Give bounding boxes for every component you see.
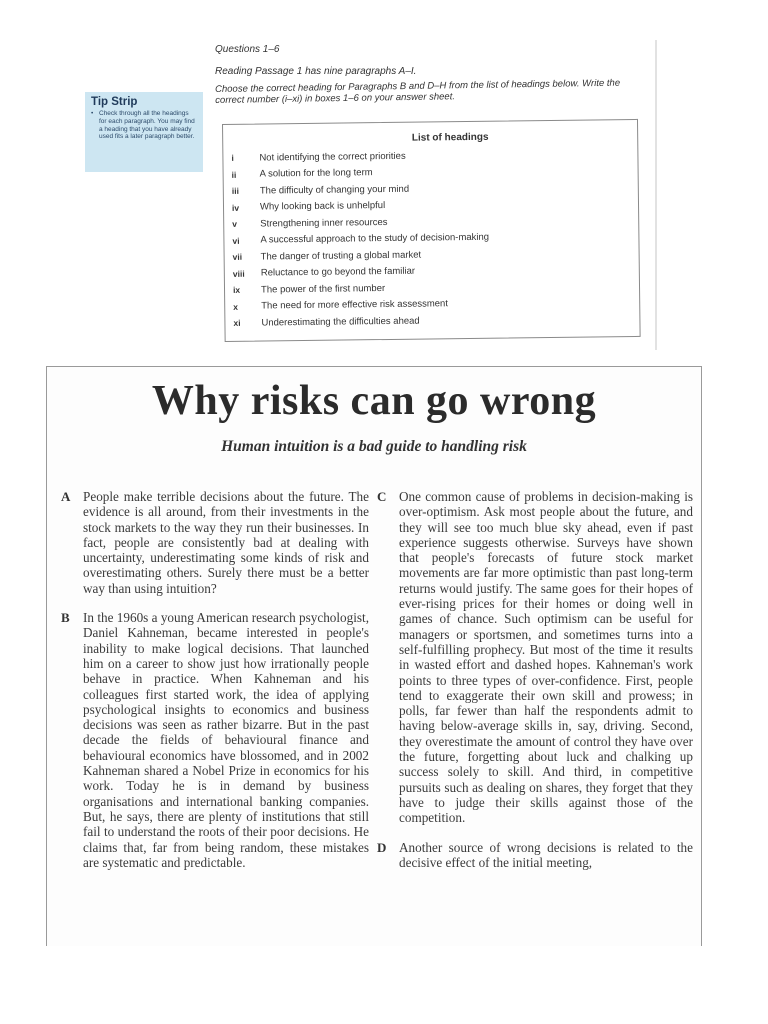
tip-strip: [85, 92, 203, 172]
left-column: [61, 489, 369, 884]
article-subtitle: Human intuition is a bad guide to handling risk: [221, 438, 527, 455]
paragraph-text: People make terrible decisions about the future. The evidence is all around, from their investments in the stock markets to the way they run their businesses. In fact, people are consistently bad at dealing with uncertainty, underestimating some kinds of risk and overestimating others. Surely there must be a better way than using intuition?: [83, 489, 369, 596]
heading-text: Why looking back is unhelpful: [259, 200, 386, 213]
paragraph-letter: C: [377, 489, 387, 504]
heading-text: Not identifying the correct priorities: [259, 150, 406, 164]
heading-text: The power of the first number: [260, 282, 386, 296]
heading-number: i: [231, 153, 234, 164]
heading-text: A successful approach to the study of decision-making: [260, 231, 490, 246]
paragraph-b: [61, 610, 369, 870]
heading-number: x: [233, 301, 239, 312]
paragraph-letter: A: [61, 489, 71, 504]
paragraph-c: [377, 489, 693, 826]
question-sheet: [0, 0, 768, 360]
paragraph-text: Another source of wrong decisions is related to the decisive effect of the initial meeting,: [399, 839, 693, 870]
heading-text: A solution for the long term: [259, 167, 373, 180]
questions-instruction: Choose the correct heading for Paragraphs B and D–H from the list of headings below. Write the correct number (i–xi) in boxes 1–6 on your answer sheet.: [215, 77, 621, 106]
article-title: Why risks can go wrong: [151, 378, 597, 424]
headings-title: List of headings: [411, 131, 489, 144]
heading-number: ix: [232, 285, 241, 296]
paragraph-d: [377, 840, 693, 871]
heading-number: iv: [231, 202, 240, 213]
heading-text: The difficulty of changing your mind: [259, 183, 410, 197]
paragraph-a: [61, 489, 369, 596]
heading-number: vii: [232, 252, 243, 263]
questions-subtitle: Reading Passage 1 has nine paragraphs A–I.: [215, 66, 417, 77]
heading-text: Strengthening inner resources: [260, 216, 388, 230]
questions-title: Questions 1–6: [215, 44, 280, 55]
heading-number: viii: [232, 268, 245, 279]
heading-number: xi: [233, 318, 241, 329]
paragraph-text: In the 1960s a young American research psychologist, Daniel Kahneman, became interested in people's inability to make logical decisions. That launched him on a career to show just how irrationally people behave in practice. When Kahneman and his colleagues first started work, the idea of applying psychological insights to economics and business decisions was seen as rather bizarre. But in the past decade the fields of behavioural finance and behavioural economics have blossomed, and in 2002 Kahneman shared a Nobel Prize in economics for his work. Today he is in demand by business organisations and international banking companies. But, he says, there are plenty of institutions that still fail to understand the roots of their poor decisions. He claims that, far from being random, these mistakes are systematic and predictable.: [83, 610, 369, 870]
page-edge-divider: [655, 40, 657, 350]
right-column: [377, 489, 693, 884]
heading-number: ii: [231, 169, 237, 180]
paragraph-text: One common cause of problems in decision-making is over-optimism. Ask most people about the future, and they will see too much blue sky ahead, even if past experience suggests otherwise. Surveys have shown that people's forecasts of future stock market movements are far more optimistic than past long-term returns would justify. The same goes for their hopes of ever-rising prices for their homes or doing well in games of chance. Such optimism can be useful for managers or sportsmen, and sometimes turns into a self-fulfilling prophecy. But most of the time it results in wasted effort and dashed hopes. Kahneman's work points to three types of over-confidence. First, people tend to exaggerate their own skill and prowess; in polls, far fewer than half the respondents admit to having below-average skills in, say, driving. Second, they overestimate the amount of control they have over the future, forgetting about luck and chalking up success solely to skill. And third, in competitive pursuits such as dealing on shares, they forget that they have to judge their skills against those of the competition.: [399, 489, 693, 826]
reading-passage: [46, 366, 702, 946]
heading-number: iii: [231, 186, 239, 197]
heading-text: The need for more effective risk assessment: [261, 298, 449, 312]
tip-strip-title: Tip Strip: [91, 96, 138, 108]
heading-text: Reluctance to go beyond the familiar: [260, 265, 416, 279]
tip-strip-text: Check through all the headings for each paragraph. You may find a heading that you have already used fits a later paragraph better.: [99, 110, 195, 141]
paragraph-letter: D: [377, 839, 387, 855]
list-of-headings: [222, 119, 641, 342]
heading-text: The danger of trusting a global market: [260, 249, 422, 263]
heading-number: vi: [232, 235, 240, 246]
heading-number: v: [232, 219, 238, 230]
bullet-icon: •: [91, 110, 94, 117]
tip-strip-text-wrap: [91, 110, 197, 141]
heading-text: Underestimating the difficulties ahead: [261, 315, 420, 329]
paragraph-letter: B: [61, 610, 70, 626]
